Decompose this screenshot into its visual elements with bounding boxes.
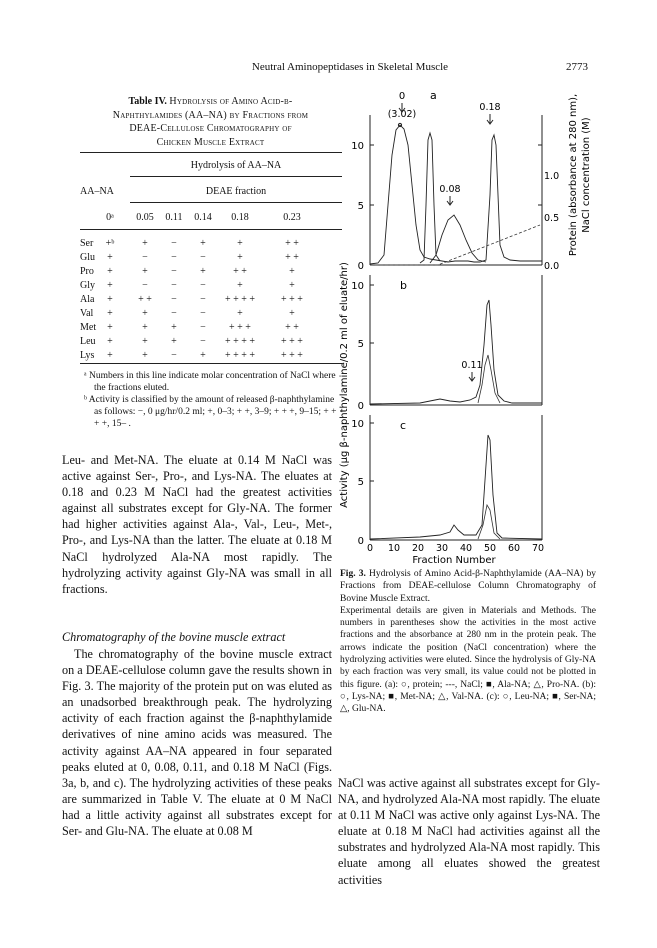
right-paragraph (338, 775, 600, 888)
table-spanner: Hydrolysis of AA–NA (190, 160, 282, 171)
y2-axis-label-1: Protein (absorbance at 280 nm), (568, 93, 579, 257)
table-row-label: Gly (80, 280, 95, 291)
table-row-label: Glu (80, 252, 95, 263)
xtick-30: 30 (435, 543, 449, 554)
table-cell: + + + (229, 322, 251, 333)
arrow-008-marker (447, 196, 453, 205)
table-cell: + (142, 336, 148, 347)
table-cell: + (200, 266, 206, 277)
panel-a-nacl-gradient (370, 225, 540, 265)
caption-title-rest: Hydrolysis of Amino Acid-β-Naphthylamide (AA–NA) by Fractions from DEAE-cellulose Column Chromatography of Bovine Muscle Extract. (340, 569, 597, 604)
xtick-60: 60 (507, 543, 521, 554)
table-cell: +ᵇ (105, 238, 115, 249)
xtick-50: 50 (483, 543, 497, 554)
table-cell: − (171, 294, 177, 305)
panel-a-y2tick-00: 0.0 (544, 261, 560, 272)
table-cell: + (200, 350, 206, 361)
table-row-label: Val (80, 308, 94, 319)
panel-a-ytick-10: 10 (351, 141, 364, 152)
table-cell: + + (285, 252, 299, 263)
table-cell: + (289, 266, 295, 277)
y-axis-label: Activity (μg β-naphthylamine/0.2 ml of eluate/hr) (339, 262, 350, 508)
table-column-header: 0.14 (194, 212, 212, 223)
table-bottom-rule (80, 363, 342, 364)
table-cell: + (142, 308, 148, 319)
running-head: Neutral Aminopeptidases in Skeletal Muscle (251, 61, 449, 73)
table-cell: + (107, 350, 113, 361)
xtick-20: 20 (411, 543, 425, 554)
table-row-label: Met (80, 322, 97, 333)
panel-b (351, 275, 542, 412)
table-row-label: Leu (80, 336, 96, 347)
table-cell: + (142, 266, 148, 277)
table-cell: + (289, 280, 295, 291)
panel-c-label: c (400, 419, 407, 432)
panel-b-ytick-0: 0 (357, 401, 364, 412)
table-cell: + + + (281, 336, 303, 347)
section-heading: Chromatography of the bovine muscle extract (62, 630, 286, 644)
figure-caption (340, 568, 596, 716)
table-cell: − (171, 350, 177, 361)
panel-a-y2tick-10: 1.0 (544, 171, 560, 182)
table-cell: − (200, 322, 206, 333)
panel-a-y2tick-05: 0.5 (544, 213, 560, 224)
arrow-018-marker (487, 114, 493, 124)
right-paragraph-text: NaCl was active against all substrates except for Gly-NA, and hydrolyzed Ala-NA most rapidly. The eluate at 0.11 M NaCl was active only against Lys-NA. The eluate at 0.18 M NaCl had activities against all the substrates and hydrolyzed Ala-NA most rapidly. This eluate among all eluates showed the greatest activities (338, 776, 600, 887)
table-row-label: Ser (80, 238, 94, 249)
table-title-line-1: Hydrolysis of Amino Acid-β- (169, 96, 293, 107)
table-cell: + (200, 238, 206, 249)
table-cell: + (142, 322, 148, 333)
caption-body: Experimental details are given in Materials and Methods. The numbers in parentheses show the activities in the most active fractions and the absorbance at 280 nm in the protein peak. The arrows indicate the position (NaCl concentration) where the hydrolyzing activities were eluted. Since the hydrolysis of Gly-NA by each fraction was very small, its value could not be plotted in this figure. (a): ○, protein; ---, NaCl; ■, Ala-NA; △, Pro-NA. (b): ○, Lys-NA; ■, Met-NA; △, Val-NA. (c): ○, Leu-NA; ■, Ser-NA; △, Glu-NA. (340, 605, 596, 715)
left-paragraph-1 (62, 452, 332, 597)
panel-c (351, 415, 544, 566)
panel-c-ser-na-curve (478, 505, 500, 539)
table-cell: − (142, 280, 148, 291)
table-cell: + (289, 308, 295, 319)
table-cell: + (107, 266, 113, 277)
table-cell: − (200, 280, 206, 291)
table-row-label: Ala (80, 294, 95, 305)
table-cell: + (237, 308, 243, 319)
table-cell: + (171, 336, 177, 347)
panel-a-ytick-0: 0 (357, 261, 364, 272)
table-cell: + (237, 238, 243, 249)
table-cell: + (107, 280, 113, 291)
table-cell: + + (285, 238, 299, 249)
table-spanner-rule (130, 176, 342, 177)
table-cell: − (171, 266, 177, 277)
panel-c-ytick-0: 0 (357, 536, 364, 547)
table-column-header: 0.23 (283, 212, 301, 223)
xtick-10: 10 (387, 543, 401, 554)
panel-a-label: a (430, 89, 437, 102)
table-cell: − (200, 336, 206, 347)
panel-a (351, 89, 559, 272)
xtick-0: 0 (366, 543, 374, 554)
table-cell: − (200, 308, 206, 319)
table-cell: + (237, 280, 243, 291)
left-paragraph-2-text: The chromatography of the bovine muscle extract on a DEAE-cellulose column gave the results shown in Fig. 3. The majority of the protein put on was eluted as an unadsorbed breakthrough peak. The hydrolyzing activity of each fraction against the β-naphthylamide derivatives of nine amino acids was measured. The activity against AA–NA appeared in four separated peaks eluted at 0, 0.08, 0.11, and 0.18 M NaCl (Figs. 3a, b, and c). The hydrolyzing activities of these peaks are summarized in Table V. The eluate at 0 M NaCl had a little activity against all substrates except for Ser- and Glu-NA. The eluate at 0.08 M (62, 647, 332, 839)
table-cell: + (142, 350, 148, 361)
panel-c-leu-na-curve (370, 435, 542, 539)
panel-b-lys-na-curve (370, 300, 542, 404)
table-cell: − (171, 238, 177, 249)
table-cell: + (107, 294, 113, 305)
left-paragraph-2 (62, 646, 332, 839)
table-column-header: 0ᵃ (106, 212, 114, 223)
table-column-header: 0.05 (136, 212, 154, 223)
table-column-header: 0.11 (165, 212, 183, 223)
table-group-rule (130, 202, 342, 203)
table-cell: + + (138, 294, 152, 305)
table-title-line-3: DEAE-Cellulose Chromatography of (129, 123, 292, 134)
table-header-rule (80, 229, 342, 230)
left-paragraph-1-text: Leu- and Met-NA. The eluate at 0.14 M NaCl was active against Ser-, Pro-, and Lys-NA. The eluates at 0.18 and 0.23 M NaCl had the greatest activities against all substrates except for Gly-NA. The former had higher activities against Ala-, Val-, Leu-, Met-, Pro-, and Lys-NA than the latter. The eluate at 0.18 M NaCl hydrolyzed Ala-NA most rapidly. The hydrolyzing activity against Gly-NA was small in all fractions. (62, 453, 332, 596)
figure-3-plot (330, 85, 605, 567)
table-cell: + (107, 252, 113, 263)
table-cell: − (171, 280, 177, 291)
panel-b-ytick-5: 5 (357, 339, 364, 350)
panel-c-ytick-10: 10 (351, 419, 364, 430)
page-number: 2773 (566, 61, 588, 73)
panel-a-ala-na-curve (430, 215, 486, 263)
table-row-header: AA–NA (80, 186, 114, 197)
table-group-header: DEAE fraction (205, 186, 267, 197)
table-row-label: Lys (80, 350, 95, 361)
x-axis-label: Fraction Number (412, 555, 496, 566)
table-cell: − (200, 294, 206, 305)
table-label: Table IV. (128, 96, 167, 107)
table-cell: + + + + (224, 336, 256, 347)
table-column-header: 0.18 (231, 212, 249, 223)
table-note-a: ᵃ Numbers in this line indicate molar concentration of NaCl where the fractions eluted. (84, 371, 336, 393)
arrow-011-label: 0.11 (461, 360, 483, 371)
table-row-label: Pro (80, 266, 94, 277)
table-cell: + (171, 322, 177, 333)
table-top-rule (80, 152, 342, 153)
table-notes (80, 370, 342, 430)
table-cell: + (107, 336, 113, 347)
xtick-70: 70 (531, 543, 545, 554)
panel-c-ytick-5: 5 (357, 477, 364, 488)
arrow-0-label: 0 (398, 91, 406, 102)
table-cell: + + + + (224, 350, 256, 361)
arrow-302-label: (3.02) (387, 109, 417, 120)
table-title-line-4: Chicken Muscle Extract (156, 136, 265, 148)
arrow-008-label: 0.08 (439, 184, 461, 195)
table-title (78, 95, 343, 149)
table-cell: − (171, 252, 177, 263)
xtick-40: 40 (459, 543, 473, 554)
table-cell: − (200, 252, 206, 263)
table-cell: − (171, 308, 177, 319)
arrow-011-marker (469, 372, 475, 381)
table-cell: + (107, 308, 113, 319)
table-cell: + + (233, 266, 247, 277)
y2-axis-label-2: NaCl concentration (M) (581, 117, 592, 233)
panel-b-label: b (400, 279, 407, 292)
panel-a-protein-peak-2 (420, 133, 440, 263)
table-cell: + + (285, 322, 299, 333)
table-cell: + + + (281, 350, 303, 361)
table-title-line-2: Naphthylamides (AA–NA) by Fractions from (112, 109, 309, 121)
caption-title: Fig. 3. (340, 569, 366, 579)
table-cell: − (142, 252, 148, 263)
table-cell: + (237, 252, 243, 263)
table-cell: + (107, 322, 113, 333)
table-cell: + + + + (224, 294, 256, 305)
table-cell: + + + (281, 294, 303, 305)
table-note-b: ᵇ Activity is classified by the amount of released β-naphthylamine as follows: −, 0 μg/hr/0.2 ml; +, 0–3; + +, 3–9; + + +, 9–15; + + + +, 15– . (84, 395, 337, 429)
panel-a-ytick-5: 5 (357, 201, 364, 212)
table-cell: + (142, 238, 148, 249)
arrow-018-label: 0.18 (479, 102, 501, 113)
panel-b-ytick-10: 10 (351, 281, 364, 292)
